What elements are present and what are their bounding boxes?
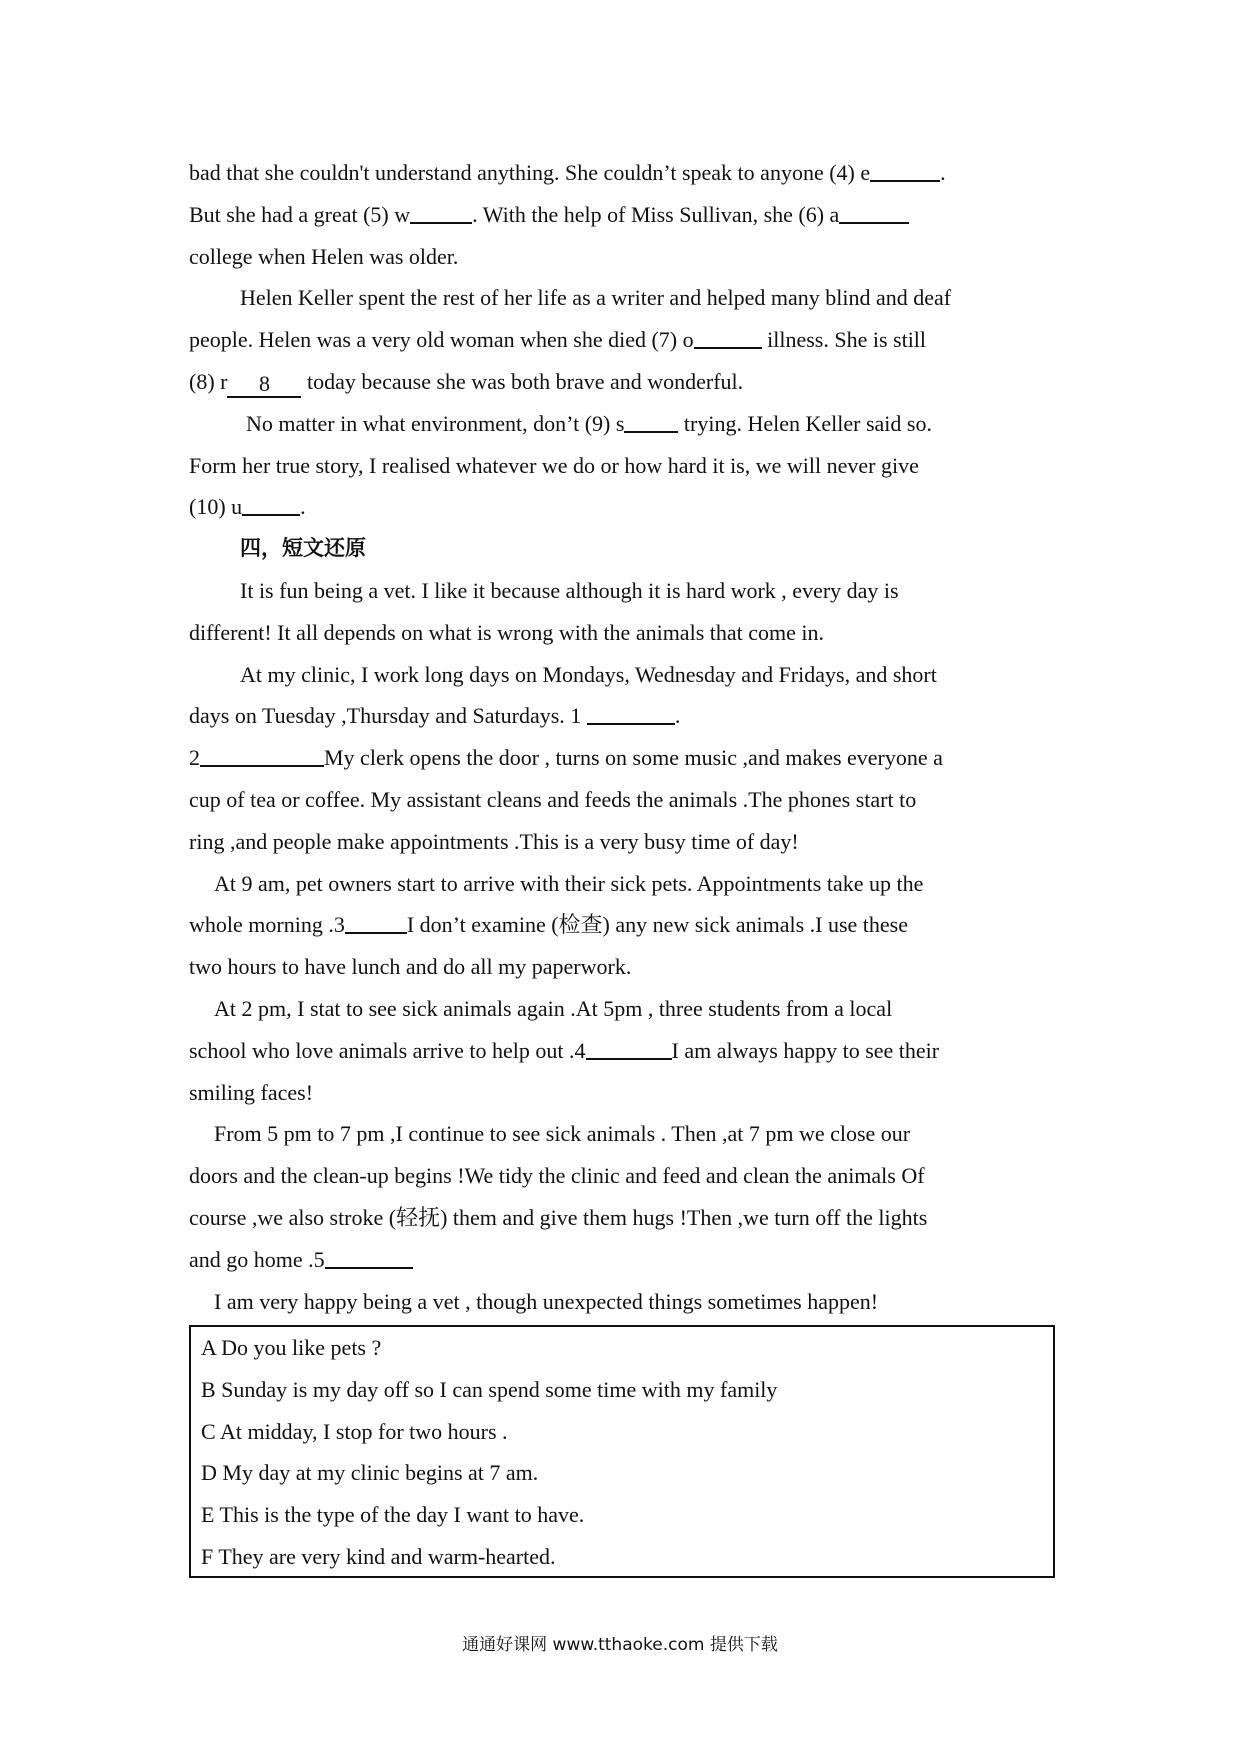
option-b: B Sunday is my day off so I can spend some time with my family [201,1376,778,1402]
page-footer: 通通好课网 www.tthaoke.com 提供下载 [462,1635,778,1655]
text-line: doors and the clean-up begins !We tidy the clinic and feed and clean the animals Of [189,1163,925,1189]
text-line: At 9 am, pet owners start to arrive with their sick pets. Appointments take up the [214,870,924,896]
section-heading: 四，短文还原 [240,536,366,561]
text-line: bad that she couldn't understand anything. She couldn’t speak to anyone (4) e . [189,152,1059,194]
text-line: school who love animals arrive to help out .4 I am always happy to see their [189,1030,1059,1072]
text-line: ring ,and people make appointments .This is a very busy time of day! [189,828,799,854]
text-line: people. Helen was a very old woman when she died (7) o illness. She is still [189,319,1059,361]
text-line: 2 My clerk opens the door , turns on some music ,and makes everyone a [189,737,1059,779]
text-line: and go home .5 [189,1239,1059,1281]
answer-blank[interactable] [870,156,940,182]
text-line: At 2 pm, I stat to see sick animals again .At 5pm , three students from a local [214,995,893,1021]
text-line: Helen Keller spent the rest of her life as a writer and helped many blind and deaf [240,285,952,311]
answer-blank[interactable] [587,699,675,725]
answer-blank-filled[interactable]: 8 [227,372,301,398]
text-line: college when Helen was older. [189,243,459,269]
answer-blank[interactable] [624,407,678,433]
text-line: At my clinic, I work long days on Mondays, Wednesday and Fridays, and short [240,661,937,687]
answer-blank[interactable] [325,1243,413,1269]
text-line: two hours to have lunch and do all my paperwork. [189,954,632,980]
text-line: No matter in what environment, don’t (9) s trying. Helen Keller said so. [189,403,1059,445]
option-e: E This is the type of the day I want to have. [201,1502,585,1528]
answer-blank[interactable] [694,323,762,349]
options-box [189,1325,1055,1578]
option-f: F They are very kind and warm-hearted. [201,1543,556,1569]
text-line: But she had a great (5) w . With the help of Miss Sullivan, she (6) a [189,194,1059,236]
text-line: It is fun being a vet. I like it because although it is hard work , every day is [240,577,899,603]
text-line: cup of tea or coffee. My assistant cleans and feeds the animals .The phones start to [189,786,917,812]
text-line: smiling faces! [189,1079,314,1105]
answer-blank[interactable] [410,198,472,224]
text-line: different! It all depends on what is wrong with the animals that come in. [189,619,824,645]
answer-blank[interactable] [586,1034,672,1060]
exercise-text [189,152,1059,1322]
text-line: days on Tuesday ,Thursday and Saturdays. 1 . [189,695,1059,737]
option-a: A Do you like pets ? [201,1335,382,1360]
answer-blank[interactable] [200,741,324,767]
answer-blank[interactable] [242,490,300,516]
text-line: I am very happy being a vet , though unexpected things sometimes happen! [214,1288,879,1314]
text-line: From 5 pm to 7 pm ,I continue to see sick animals . Then ,at 7 pm we close our [214,1121,911,1147]
text-line: (8) r 8 today because she was both brave and wonderful. [189,368,744,396]
text-line: whole morning .3 I don’t examine (检查) any new sick animals .I use these [189,904,1059,946]
text-line: (10) u . [189,486,1059,528]
answer-blank[interactable] [345,908,407,934]
text-line: Form her true story, I realised whatever we do or how hard it is, we will never give [189,452,919,478]
answer-blank[interactable] [839,198,909,224]
option-d: D My day at my clinic begins at 7 am. [201,1460,539,1486]
text-line: course ,we also stroke (轻抚) them and give them hugs !Then ,we turn off the lights [189,1204,928,1230]
option-c: C At midday, I stop for two hours . [201,1418,508,1444]
